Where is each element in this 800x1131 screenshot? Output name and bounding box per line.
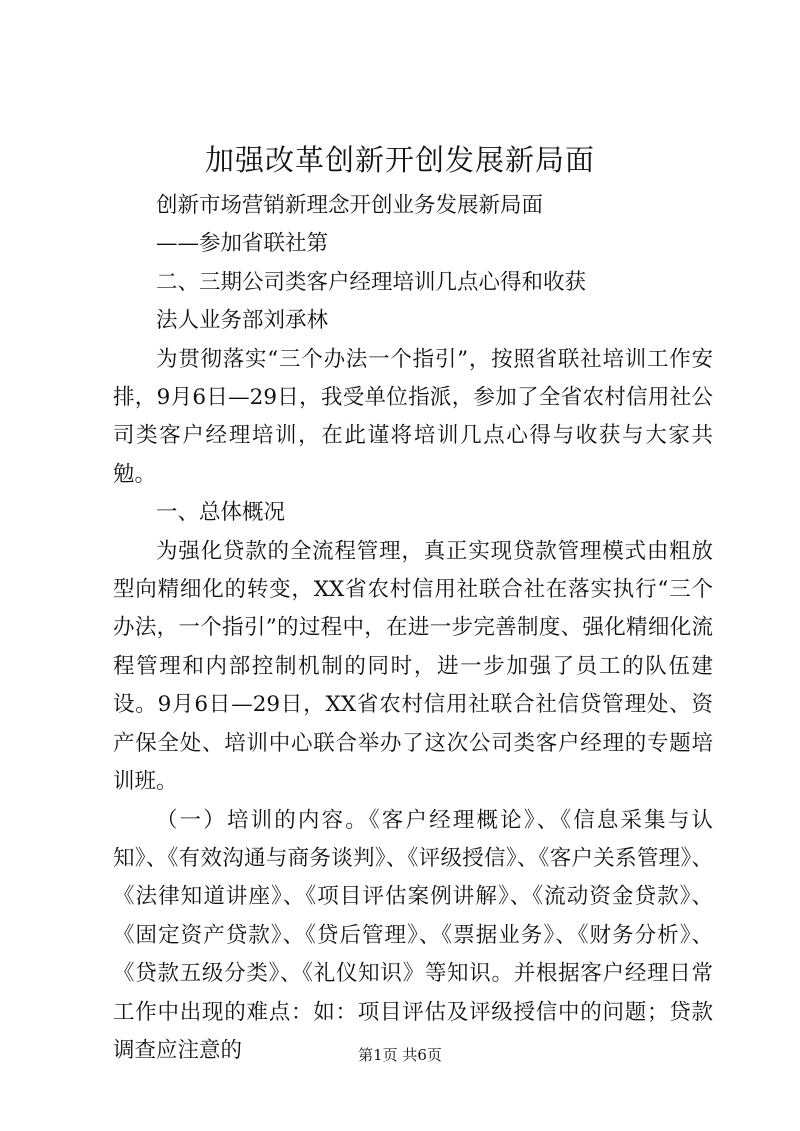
intro-paragraph: 为贯彻落实“三个办法一个指引”，按照省联社培训工作安排，9月6日—29日，我受单位指派，参加了全省农村信用社公司类客户经理培训，在此谨将培训几点心得与收获与大家共勉。: [113, 346, 713, 487]
document-body: [113, 187, 713, 1070]
document-title: 加强改革创新开创发展新局面: [204, 143, 595, 177]
overview-paragraph: 为强化贷款的全流程管理，真正实现贷款管理模式由粗放型向精细化的转变，XX省农村信用社联合社在落实执行“三个办法，一个指引”的过程中，在进一步完善制度、强化精细化流程管理和内部控制机制的同时，进一步加强了员工的队伍建设。9月6日—29日，XX省农村信用社联合社信贷管理处、资产保全处、培训中心联合举办了这次公司类客户经理的专题培训班。: [113, 538, 713, 795]
subtitle-paragraph: 创新市场营销新理念开创业务发展新局面: [156, 193, 544, 218]
author-line: 法人业务部刘承林: [156, 308, 329, 334]
subtitle-training-line: 二、三期公司类客户经理培训几点心得和收获: [156, 269, 587, 295]
subtitle-dash-line: ——参加省联社第: [156, 231, 329, 257]
section-heading-overview: 一、总体概况: [156, 500, 286, 526]
training-content-paragraph: （一）培训的内容。《客户经理概论》、《信息采集与认知》、《有效沟通与商务谈判》、《评级授信》、《客户关系管理》、《法律知道讲座》、《项目评估案例讲解》、《流动资金贷款》、《固定资产贷款》、《贷后管理》、《票据业务》、《财务分析》、《贷款五级分类》、《礼仪知识》等知识。并根据客户经理日常工作中出现的难点：如：项目评估及评级授信中的问题；贷款调查应注意的: [113, 807, 713, 1063]
page-number-footer: 第1页 共6页: [358, 1046, 442, 1064]
